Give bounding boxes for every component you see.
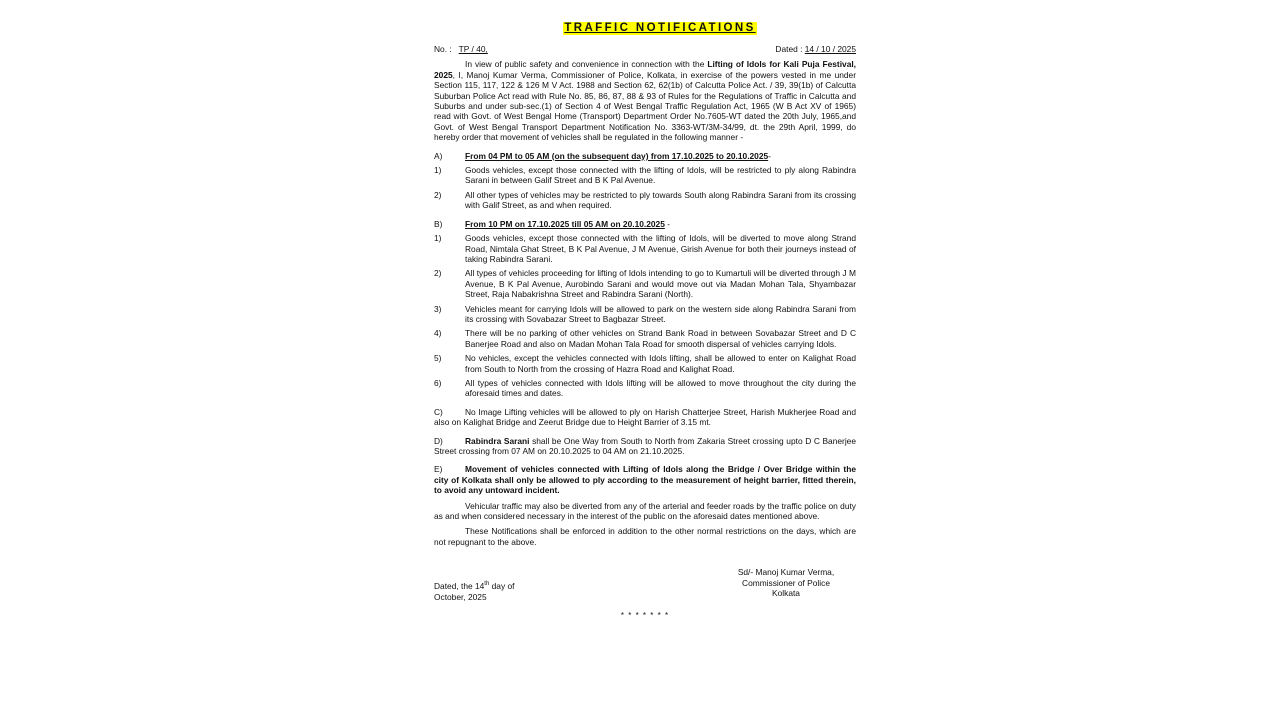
page-title: TRAFFIC NOTIFICATIONS [564, 22, 756, 34]
date-label: Dated : [775, 44, 803, 54]
signatory: Sd/- Manoj Kumar Verma, Commissioner of Police Kolkata [737, 567, 835, 599]
list-item: 4) There will be no parking of other vehicles on Strand Bank Road in between Sovabazar Street and D C Banerjee Road and also on Madan Mohan Tala Road for smooth dispersal of vehicles carrying Idols. [434, 328, 856, 349]
list-item: 1) Goods vehicles, except those connected with the lifting of Idols, will be diverted to move along Strand Road, Nimtala Ghat Street, B K Pal Avenue, J M Avenue, Girish Avenue for both their journeys instead of taking Rabindra Sarani. [434, 233, 856, 264]
signature-block [434, 567, 856, 602]
ref-label: No. : [434, 44, 452, 54]
reference-line [434, 44, 856, 54]
list-item: 5) No vehicles, except the vehicles connected with Idols lifting, shall be allowed to enter on Kalighat Road from South to North from the crossing of Hazra Road and Kalighat Road. [434, 353, 856, 374]
section-e: E) Movement of vehicles connected with Lifting of Idols along the Bridge / Over Bridge within the city of Kolkata shall only be allowed to ply according to the measurement of height barrier, fitted therein, to avoid any untoward incident. [434, 464, 856, 496]
section-c: C) No Image Lifting vehicles will be allowed to ply on Harish Chatterjee Street, Harish Mukherjee Road and also on Kalighat Bridge and Zeerut Bridge due to Height Barrier of 3.15 mt. [434, 406, 856, 428]
section-b-heading: B) From 10 PM on 17.10.2025 till 05 AM on 20.10.2025 - [434, 218, 670, 229]
notification-document [434, 22, 856, 621]
section-d: D) Rabindra Sarani shall be One Way from South to North from Zakaria Street crossing upto D C Banerjee Street crossing from 07 AM on 20.10.2025 to 04 AM on 21.10.2025. [434, 435, 857, 456]
intro-paragraph: In view of public safety and convenience in connection with the Lifting of Idols for Kali Puja Festival, 2025, I, Manoj Kumar Verma, Commissioner of Police, Kolkata, in exercise of the powers vested in me under Section 115, 117, 122 & 126 M V Act. 1988 and Section 62, 62(1b) of Calcutta Police Act. / 39, 39(1b) of Calcutta Suburban Police Act read with Rule No. 85, 86, 87, 88 & 93 of Rules for the Regulations of Traffic in Calcutta and Suburbs and under sub-sec.(1) of Section 4 of West Bengal Traffic Regulation Act, 1965 (W B Act XV of 1965) read with Govt. of West Bengal Home (Transport) Department Order No.7605-WT dated the 20th July, 1965,and Govt. of West Bengal Transport Department Notification No. 3363-WT/3M-34/99, dt. the 29th April, 1999, do hereby order that movement of vehicles shall be regulated in the following manner - [434, 59, 857, 143]
section-a-heading: A) From 04 PM to 05 AM (on the subsequent day) from 17.10.2025 to 20.10.2025- [434, 150, 771, 161]
dated-line: Dated, the 14th day of October, 2025 [434, 581, 515, 602]
list-item: 2) All types of vehicles proceeding for lifting of Idols intending to go to Kumartuli will be diverted through J M Avenue, B K Pal Avenue, Aurobindo Sarani and would move out via Madan Mohan Tala, Shyambazar Street, Raja Nabakrishna Street and Rabindra Sarani (North). [434, 268, 856, 300]
footer-stars: * * * * * * * [620, 611, 670, 621]
diversion-paragraph: Vehicular traffic may also be diverted from any of the arterial and feeder roads by the traffic police on duty as and when considered necessary in the interest of the public on the aforesaid dates mentioned above. [434, 500, 856, 522]
enforcement-paragraph: These Notifications shall be enforced in addition to the other normal restrictions on the days, which are not repugnant to the above. [434, 526, 856, 547]
intro-bold: Lifting of Idols for Kali Puja Festival, 2025 [434, 59, 857, 80]
list-item: 2) All other types of vehicles may be restricted to ply towards South along Rabindra Sarani from its crossing with Galif Street, as and when required. [434, 189, 856, 211]
list-item: 3) Vehicles meant for carrying Idols will be allowed to park on the western side along Rabindra Sarani from its crossing with Sovabazar Street to Bagbazar Street. [434, 303, 856, 324]
date-value: 14 / 10 / 2025 [804, 44, 856, 54]
list-item: 1) Goods vehicles, except those connected with the lifting of Idols, will be restricted to ply along Rabindra Sarani in between Galif Street and B K Pal Avenue. [434, 165, 856, 186]
ref-number: TP / 40, [458, 44, 488, 54]
list-item: 6) All types of vehicles connected with Idols lifting will be allowed to move throughout the city during the aforesaid times and dates. [434, 377, 856, 399]
